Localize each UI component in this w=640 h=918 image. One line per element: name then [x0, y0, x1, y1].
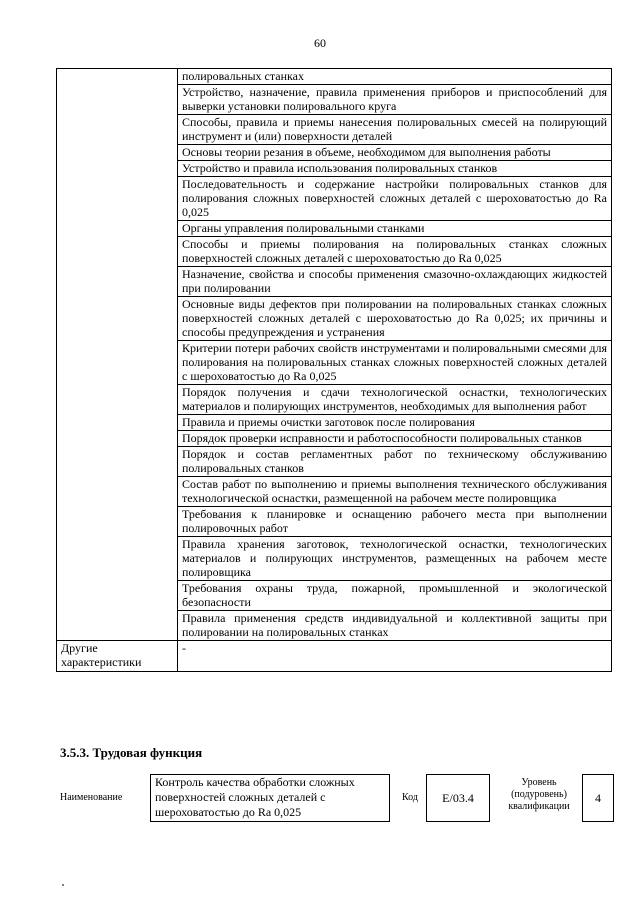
section-title: 3.5.3. Трудовая функция [60, 745, 203, 760]
left-cell-empty [57, 85, 178, 115]
table-row [57, 69, 612, 85]
table-row [57, 115, 612, 145]
left-cell-empty [57, 611, 178, 641]
knowledge-cell: Правила и приемы очистки заготовок после полирования [178, 415, 612, 431]
knowledge-cell: Правила хранения заготовок, технологической оснастки, технологических материалов и полирующих инструментов, размещенных на рабочем месте полировщика [178, 537, 612, 581]
level-value: 4 [582, 774, 614, 822]
knowledge-cell: Устройство, назначение, правила применения приборов и приспособлений для выверки установки полировального круга [178, 85, 612, 115]
code-label: Код [402, 792, 418, 803]
knowledge-table-body [57, 69, 612, 672]
table-row [57, 611, 612, 641]
left-cell-empty [57, 177, 178, 221]
left-cell-empty [57, 297, 178, 341]
left-cell-empty [57, 341, 178, 385]
knowledge-cell: Назначение, свойства и способы применения смазочно-охлаждающих жидкостей при полировании [178, 267, 612, 297]
knowledge-cell: Требования к планировке и оснащению рабочего места при выполнении полировочных работ [178, 507, 612, 537]
table-row [57, 431, 612, 447]
table-row [57, 507, 612, 537]
table-row [57, 297, 612, 341]
table-row [57, 177, 612, 221]
table-row [57, 581, 612, 611]
knowledge-cell: Основы теории резания в объеме, необходимом для выполнения работы [178, 145, 612, 161]
name-value: Контроль качества обработки сложных поверхностей сложных деталей с шероховатостью до Ra 0,025 [150, 774, 390, 822]
table-row [57, 447, 612, 477]
table-row [57, 85, 612, 115]
table-row [57, 341, 612, 385]
knowledge-cell: Последовательность и содержание настройки полировальных станков для полирования сложных поверхностей сложных деталей с шероховатостью до Ra 0,025 [178, 177, 612, 221]
knowledge-cell: Порядок и состав регламентных работ по техническому обслуживанию полировальных станков [178, 447, 612, 477]
stray-dot [62, 884, 64, 886]
left-cell-empty [57, 537, 178, 581]
other-characteristics-label: Другие характеристики [57, 641, 178, 672]
left-cell-empty [57, 161, 178, 177]
table-row [57, 415, 612, 431]
name-label: Наименование [60, 792, 123, 803]
knowledge-cell: Органы управления полировальными станками [178, 221, 612, 237]
knowledge-cell: Критерии потери рабочих свойств инструментами и полировальными смесями для полирования на полировальных станках сложных поверхностей сложных деталей с шероховатостью до Ra 0,025 [178, 341, 612, 385]
table-row [57, 237, 612, 267]
knowledge-cell: Устройство и правила использования полировальных станков [178, 161, 612, 177]
knowledge-cell: Состав работ по выполнению и приемы выполнения технического обслуживания технологической оснастки, размещенной на рабочем месте полировщика [178, 477, 612, 507]
other-characteristics-value: - [178, 641, 612, 672]
left-cell-empty [57, 477, 178, 507]
table-row [57, 267, 612, 297]
knowledge-cell: Порядок проверки исправности и работоспособности полировальных станков [178, 431, 612, 447]
left-cell-empty [57, 415, 178, 431]
code-value: E/03.4 [426, 774, 490, 822]
knowledge-cell: Правила применения средств индивидуальной и коллективной защиты при полировании на полировальных станках [178, 611, 612, 641]
knowledge-cell: Способы, правила и приемы нанесения полировальных смесей на полирующий инструмент и (или) поверхности деталей [178, 115, 612, 145]
table-row [57, 221, 612, 237]
level-label: Уровень (подуровень) квалификации [508, 777, 570, 812]
table-row [57, 161, 612, 177]
left-cell-empty [57, 115, 178, 145]
knowledge-cell: Способы и приемы полирования на полировальных станках сложных поверхностей сложных деталей с шероховатостью до Ra 0,025 [178, 237, 612, 267]
left-cell-empty [57, 581, 178, 611]
left-cell-empty [57, 507, 178, 537]
left-cell-empty [57, 431, 178, 447]
left-cell-empty [57, 447, 178, 477]
table-row [57, 385, 612, 415]
page-number: 60 [314, 36, 326, 50]
knowledge-cell: Порядок получения и сдачи технологической оснастки, технологических материалов и полирующих инструментов, необходимых для выполнения работ [178, 385, 612, 415]
knowledge-cell: полировальных станках [178, 69, 612, 85]
other-characteristics-row [57, 641, 612, 672]
left-cell-empty [57, 69, 178, 85]
knowledge-table [56, 68, 612, 672]
left-cell-empty [57, 385, 178, 415]
knowledge-cell: Основные виды дефектов при полировании на полировальных станках сложных поверхностей сложных деталей с шероховатостью до Ra 0,025; их причины и способы предупреждения и устранения [178, 297, 612, 341]
table-row [57, 537, 612, 581]
left-cell-empty [57, 237, 178, 267]
table-row [57, 477, 612, 507]
left-cell-empty [57, 267, 178, 297]
left-cell-empty [57, 221, 178, 237]
knowledge-cell: Требования охраны труда, пожарной, промышленной и экологической безопасности [178, 581, 612, 611]
table-row [57, 145, 612, 161]
left-cell-empty [57, 145, 178, 161]
